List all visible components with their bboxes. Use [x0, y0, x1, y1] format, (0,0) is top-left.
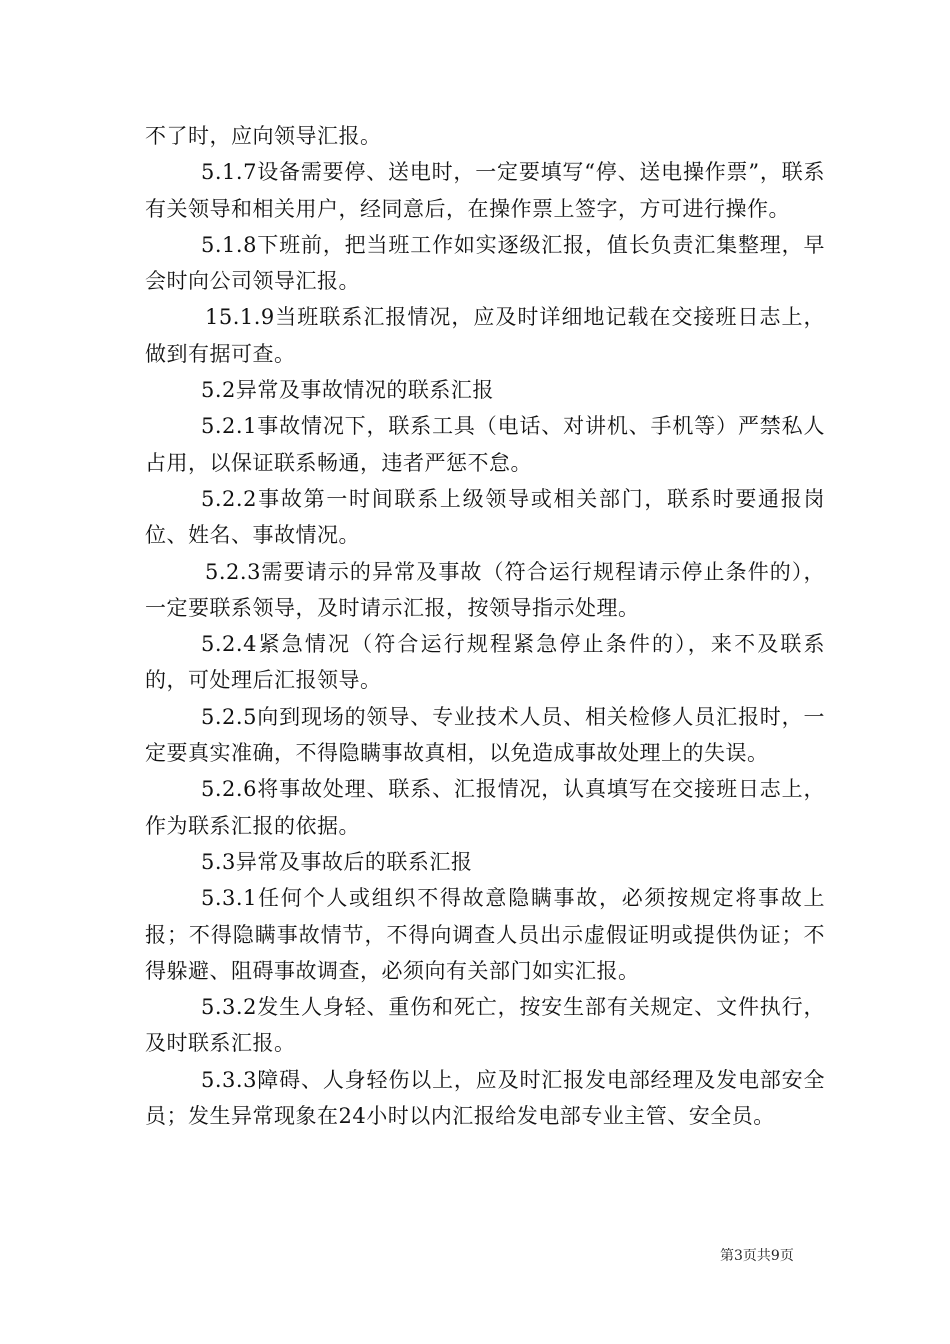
paragraph-5-3-2: 5.3.2发生人身轻、重伤和死亡，按安生部有关规定、文件执行，及时联系汇报。 — [145, 995, 825, 1056]
paragraph-5-2-4: 5.2.4紧急情况（符合运行规程紧急停止条件的），来不及联系的，可处理后汇报领导。 — [145, 632, 825, 693]
paragraph-5-1-8: 5.1.8下班前，把当班工作如实逐级汇报，值长负责汇集整理，早会时向公司领导汇报。 — [145, 232, 825, 294]
section-heading-5-3: 5.3异常及事故后的联系汇报 — [201, 849, 473, 874]
page-number: 第3页共9页 — [720, 1248, 794, 1264]
paragraph-5-2-3: 5.2.3需要请示的异常及事故（符合运行规程请示停止条件的），一定要联系领导，及时请示汇报，按领导指示处理。 — [145, 559, 825, 620]
paragraph-5-1-7: 5.1.7设备需要停、送电时，一定要填写“停、送电操作票”，联系有关领导和相关用户，经同意后，在操作票上签字，方可进行操作。 — [145, 160, 825, 221]
paragraph-5-3-1: 5.3.1任何个人或组织不得故意隐瞒事故，必须按规定将事故上报；不得隐瞒事故情节，不得向调查人员出示虚假证明或提供伪证；不得躲避、阻碍事故调查，必须向有关部门如实汇报。 — [145, 886, 825, 983]
paragraph-5-2-2: 5.2.2事故第一时间联系上级领导或相关部门，联系时要通报岗位、姓名、事故情况。 — [145, 486, 825, 548]
paragraph-5-2-6: 5.2.6将事故处理、联系、汇报情况，认真填写在交接班日志上，作为联系汇报的依据。 — [145, 777, 825, 838]
paragraph-continuation: 不了时，应向领导汇报。 — [145, 124, 382, 148]
document-body — [145, 118, 825, 1134]
paragraph-5-2-5: 5.2.5向到现场的领导、专业技术人员、相关检修人员汇报时，一定要真实准确，不得隐瞒事故真相，以免造成事故处理上的失误。 — [145, 704, 825, 766]
section-heading-5-2: 5.2异常及事故情况的联系汇报 — [201, 378, 494, 403]
paragraph-5-2-1: 5.2.1事故情况下，联系工具（电话、对讲机、手机等）严禁私人占用，以保证联系畅通，违者严惩不怠。 — [145, 414, 825, 475]
paragraph-5-3-3: 5.3.3障碍、人身轻伤以上，应及时汇报发电部经理及发电部安全员；发生异常现象在24小时以内汇报给发电部专业主管、安全员。 — [145, 1067, 825, 1129]
paragraph-15-1-9: 15.1.9当班联系汇报情况，应及时详细地记载在交接班日志上，做到有据可查。 — [145, 305, 825, 366]
